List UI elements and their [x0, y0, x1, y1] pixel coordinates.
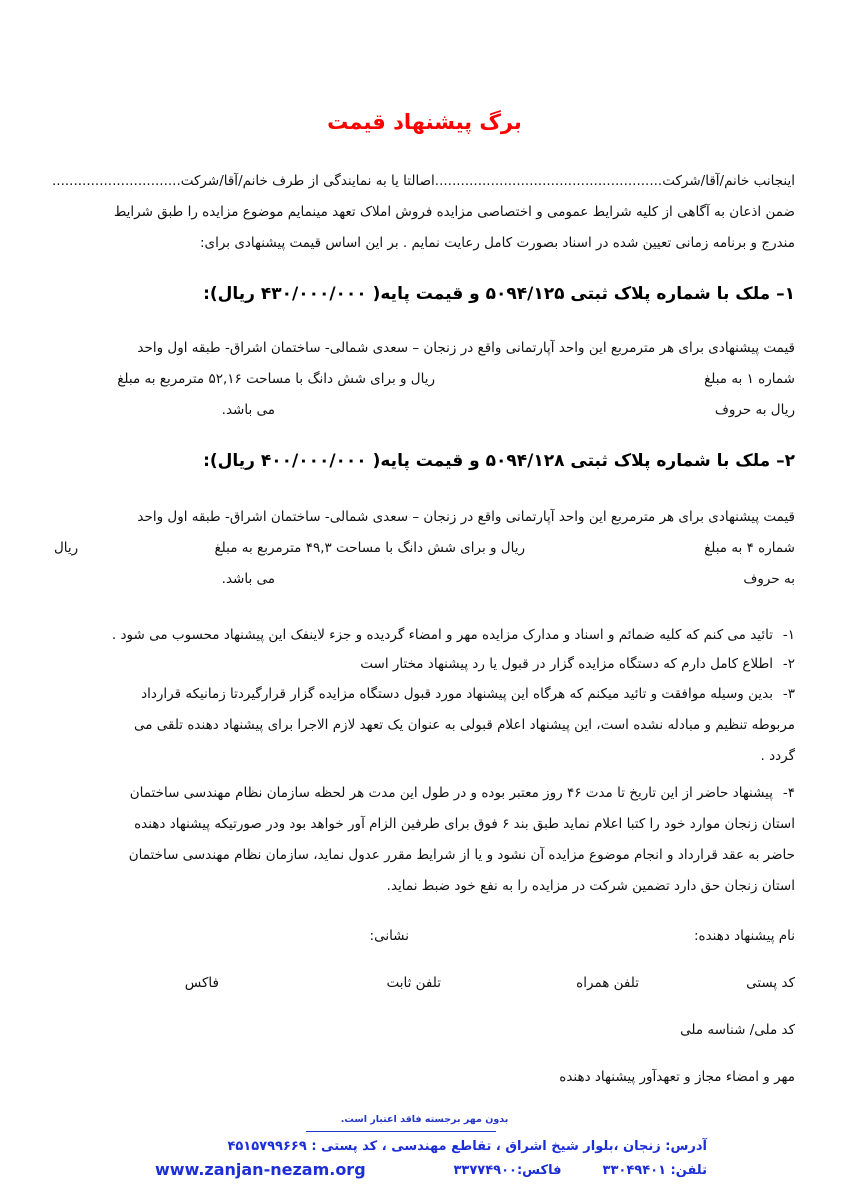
- term-line: بدین وسیله موافقت و تائید میکنم که هرگاه این پیشنهاد مورد قبول دستگاه مزایده گزار قرارگیردتا زمانیکه قرارداد: [141, 686, 773, 702]
- term-1: [54, 620, 795, 651]
- term-line: اطلاع کامل دارم که دستگاه مزایده گزار در قبول یا رد پیشنهاد مختار است: [360, 656, 773, 672]
- property-2-total-price-label: ریال و برای شش دانگ با مساحت ۴۹,۳ مترمربع به مبلغ: [214, 540, 525, 556]
- property-2-paragraph: [54, 502, 795, 595]
- page-title: برگ پیشنهاد قیمت: [327, 110, 522, 134]
- footer-address: آدرس: زنجان ،بلوار شیخ اشراق ، تقاطع مهندسی ، کد پستی : ۴۵۱۵۷۹۹۶۶۹: [227, 1139, 707, 1154]
- bidder-name-field[interactable]: نام پیشنهاد دهنده:: [693, 928, 795, 944]
- property-2-price-per-meter-label: شماره ۴ به مبلغ: [704, 540, 795, 556]
- property-2-rial-label: ریال: [54, 540, 79, 556]
- property-2-in-words-label: به حروف: [743, 571, 795, 587]
- postal-code-field[interactable]: کد پستی: [746, 975, 795, 991]
- footer-validity-note: بدون مهر برجسته فاقد اعتبار است.: [340, 1114, 509, 1125]
- property-1-ending: می باشد.: [221, 402, 275, 418]
- address-field[interactable]: نشانی:: [369, 928, 409, 944]
- property-2-line-3: [54, 564, 795, 595]
- property-2-line-2: [54, 533, 795, 564]
- term-number: ۲-: [782, 656, 795, 672]
- intro-line-2: ضمن اذعان به آگاهی از کلیه شرایط عمومی و اختصاصی مزایده فروش املاک تعهد مینمایم موضوع مزایده را طبق شرایط: [113, 204, 795, 220]
- intro-paragraph: [54, 166, 795, 259]
- property-2-heading: ۲– ملک با شماره پلاک ثبتی ۵۰۹۴/۱۲۸ و قیمت پایه( ۴۰۰/۰۰۰/۰۰۰ ریال):: [203, 451, 795, 471]
- term-line: تائید می کنم که کلیه ضمائم و اسناد و مدارک مزایده مهر و امضاء گردیده و جزء لاینفک این پیشنهاد محسوب می شود .: [111, 627, 773, 643]
- term-number: ۴-: [782, 785, 795, 801]
- term-line: استان زنجان حق دارد تضمین شرکت در مزایده را به نفع خود ضبط نماید.: [386, 878, 795, 894]
- property-1-line-1: قیمت پیشنهادی برای هر مترمربع این واحد آپارتمانی واقع در زنجان – سعدی شمالی- ساختمان اشراق- طبقه اول واحد: [137, 340, 795, 356]
- property-1-line-2: [54, 364, 795, 395]
- term-4: [54, 778, 795, 902]
- footer-contact: [453, 1163, 707, 1178]
- footer-website-link[interactable]: www.zanjan-nezam.org: [155, 1160, 366, 1179]
- signature-field[interactable]: مهر و امضاء مجاز و تعهدآور پیشنهاد دهنده: [559, 1069, 795, 1085]
- term-line: گردد .: [760, 748, 795, 764]
- intro-line-3: مندرج و برنامه زمانی تعیین شده در اسناد بصورت کامل رعایت نمایم . بر این اساس قیمت پیشنهادی برای:: [199, 235, 795, 251]
- term-line: استان زنجان موارد خود را کتبا اعلام نماید طبق بند ۶ فوق برای طرفین الزام آور خواهد بود ودر صورتیکه پیشنهاد دهنده: [134, 816, 795, 832]
- property-2-ending: می باشد.: [221, 571, 275, 587]
- term-2: [54, 649, 795, 680]
- landline-phone-field[interactable]: تلفن ثابت: [386, 975, 441, 991]
- property-1-heading: ۱– ملک با شماره پلاک ثبتی ۵۰۹۴/۱۲۵ و قیمت پایه( ۴۳۰/۰۰۰/۰۰۰ ریال):: [203, 284, 795, 304]
- property-1-paragraph: [54, 333, 795, 426]
- property-1-line-3: [54, 395, 795, 426]
- national-id-field[interactable]: کد ملی/ شناسه ملی: [680, 1022, 795, 1038]
- footer-divider: [306, 1131, 496, 1132]
- property-1-in-words-label: ریال به حروف: [714, 402, 795, 418]
- mobile-phone-field[interactable]: تلفن همراه: [576, 975, 639, 991]
- footer-phone: تلفن: ۳۳۰۴۹۴۰۱: [602, 1163, 707, 1178]
- term-line: مربوطه تنظیم و مبادله نشده است، این پیشنهاد اعلام قبولی به عنوان یک تعهد لازم الاجرا برای پیشنهاد دهنده تلقی می: [133, 717, 795, 733]
- term-number: ۳-: [782, 686, 795, 702]
- term-line: حاضر به عقد قرارداد و انجام موضوع مزایده آن نشود و یا از شرایط مقرر عدول نماید، سازمان نظام مهندسی ساختمان: [128, 847, 795, 863]
- term-number: ۱-: [782, 627, 795, 643]
- fax-field[interactable]: فاکس: [184, 975, 219, 991]
- property-1-price-per-meter-label: شماره ۱ به مبلغ: [704, 371, 795, 387]
- intro-line-1: اینجانب خانم/آقا/شرکت.....................................................اصالتا یا به نمایندگی از طرف خانم/آقا/شرکت..............................: [52, 173, 795, 189]
- footer-fax: فاکس:۳۳۷۷۴۹۰۰: [453, 1163, 562, 1178]
- term-line: پیشنهاد حاضر از این تاریخ تا مدت ۴۶ روز معتبر بوده و در طول این مدت هر لحظه سازمان نظام مهندسی ساختمان: [129, 785, 773, 801]
- term-3: [54, 679, 795, 772]
- property-1-total-price-label: ریال و برای شش دانگ با مساحت ۵۲,۱۶ مترمربع به مبلغ: [117, 371, 435, 387]
- property-2-line-1: قیمت پیشنهادی برای هر مترمربع این واحد آپارتمانی واقع در زنجان – سعدی شمالی- ساختمان اشراق- طبقه اول واحد: [137, 509, 795, 525]
